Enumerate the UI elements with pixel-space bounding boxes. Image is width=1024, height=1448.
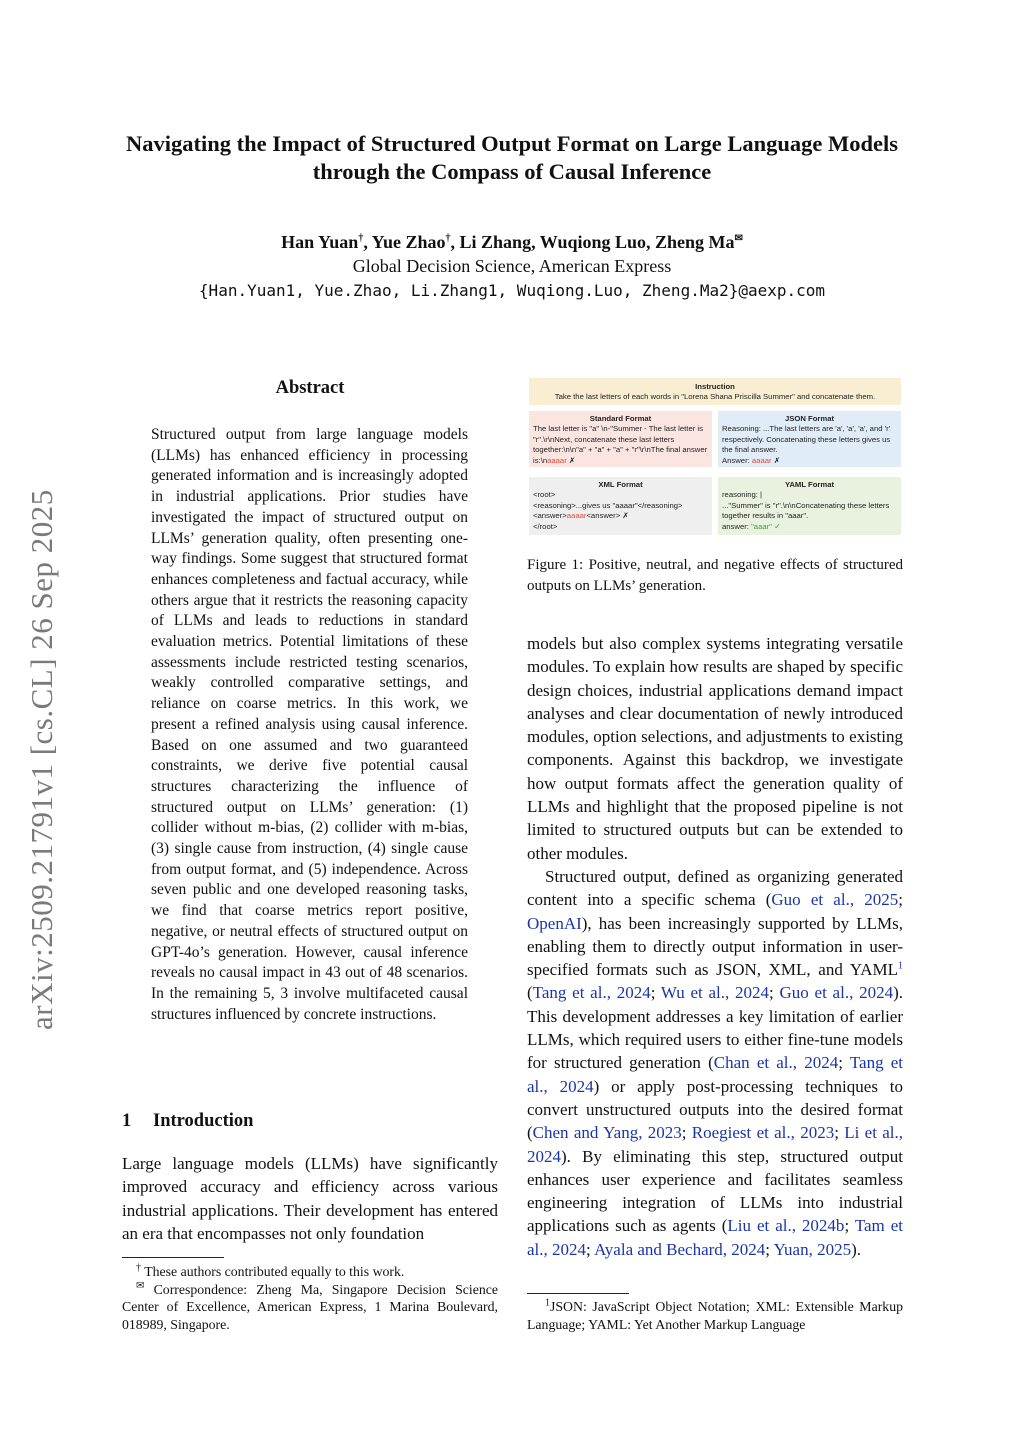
citation-link[interactable]: Yuan, 2025 (773, 1239, 852, 1259)
figure-1 (529, 378, 901, 538)
section-heading (122, 1111, 253, 1132)
author-name: Li Zhang (459, 232, 532, 252)
figure-caption: Figure 1: Positive, neutral, and negative effects of structured outputs on LLMs’ generation. (527, 557, 903, 594)
intro-paragraph: Large language models (LLMs) have significantly improved accuracy and efficiency across various industrial applications. Their development has entered an era that encompasses not only foundation (122, 1154, 498, 1243)
answer-text: aaaar (566, 511, 587, 521)
author-emails: {Han.Yuan1, Yue.Zhao, Li.Zhang1, Wuqiong.Luo, Zheng.Ma2}@aexp.com (198, 281, 826, 300)
affiliation: Global Decision Science, American Express (352, 256, 672, 276)
citation-link[interactable]: OpenAI (527, 913, 582, 933)
instruction-box (529, 378, 901, 405)
author-name: Zheng Ma (655, 232, 735, 252)
check-icon: ✓ (774, 521, 781, 531)
answer-text: "aaar" (751, 521, 772, 531)
citation-link[interactable]: Chen and Yang, 2023 (532, 1123, 682, 1143)
author-list: Han Yuan†, Yue Zhao†, Li Zhang, Wuqiong Luo, Zheng Ma✉ (281, 232, 743, 252)
dagger-mark: † (136, 1262, 141, 1274)
cross-icon: ✗ (568, 455, 576, 465)
abstract-text: Structured output from large language models (LLMs) has enhanced efficiency in processing generated information and is increasingly adopted in industrial applications. Prior studies have investigated the impact of structured output on LLMs’ generation quality, often presenting one-way findings. Some suggest that structured format enhances completeness and factual accuracy, while others argue that it restricts the reasoning capacity of LLMs and leads to reductions in standard evaluation metrics. Potential limitations of these assessments include restricted testing scenarios, weakly controlled comparative settings, and reliance on coarse metrics. In this work, we present a refined analysis using causal inference. Based on one assumed and two guaranteed constraints, we derive five potential causal structures characterizing the influence of structured output on LLMs’ generation: (1) collider without m-bias, (2) collider with m-bias, (3) single cause from instruction, (4) single cause from output format, and (5) independence. Across seven public and one developed reasoning tasks, we find that coarse metrics report positive, negative, or neutral effects of structured output on GPT-4o’s generation. However, causal inference reveals no causal impact in 43 out of 48 scenarios. In the remaining 5, 3 involve multifaceted causal structures influenced by concrete instructions. (151, 426, 468, 1023)
box-text: The last letter is "a" \n-"Summer - The last letter is "r".\r\nNext, concatenate these last letters together:\n\n"a" + "a" + "a" + "r"\r\nThe final answer is:\n (533, 424, 708, 465)
cross-icon: ✗ (622, 511, 629, 521)
envelope-icon: ✉ (734, 233, 743, 244)
citation-link[interactable]: Ayala and Bechard, 2024 (594, 1239, 766, 1259)
citation-link[interactable]: Guo et al., 2024 (779, 983, 894, 1003)
footnote-number: 1 (545, 1297, 550, 1309)
box-text: Reasoning: ...The last letters are 'a', 'a', 'a', and 'r' respectively. Concatenating these letters gives us the final answer. (722, 424, 891, 455)
instruction-heading: Instruction (695, 382, 735, 391)
yaml-format-box: YAML Format reasoning: | ..."Summer" is "r".\n\nConcatenating these letters together results in "aaar". answer: "aaar" ✓ (718, 477, 901, 535)
citation-link[interactable]: Tang et al., 2024 (532, 983, 651, 1003)
paper-title: Navigating the Impact of Structured Output Format on Large Language Models through the Compass of Causal Inference (125, 131, 899, 184)
box-heading: Standard Format (589, 414, 652, 423)
abstract-heading: Abstract (275, 378, 345, 398)
citation-link[interactable]: Tang et al., 2024 (527, 1053, 904, 1096)
box-heading: XML Format (598, 480, 643, 489)
author-name: Yue Zhao (371, 232, 446, 252)
xml-format-box: XML Format <root> <reasoning>...gives us "aaaar"</reasoning> <answer>aaaar<answer> ✗ </root> (529, 477, 712, 535)
author-mark: † (358, 233, 364, 244)
intro-paragraph: models but also complex systems integrating versatile modules. To explain how results are shaped by specific design choices, industrial applications demand impact analyses and clear documentation of newly introduced modules, option selections, and adjustments to existing components. Against this backdrop, we investigate how output formats affect the generation quality of LLMs and highlight that the proposed pipeline is not limited to structured outputs but can be extended to other modules. (527, 634, 903, 863)
footnote: ✉ Correspondence: Zheng Ma, Singapore Decision Science Center of Excellence, American Express, 1 Marina Boulevard, 018989, Singapore. (122, 1279, 499, 1332)
footnote: † These authors contributed equally to this work. (136, 1262, 405, 1279)
citation-link[interactable]: Chan et al., 2024 (713, 1053, 839, 1073)
author-name: Wuqiong Luo (539, 232, 646, 252)
standard-format-box (529, 411, 712, 467)
author-mark: † (445, 233, 451, 244)
intro-right-column (527, 632, 903, 1261)
envelope-icon: ✉ (136, 1279, 145, 1291)
footnote: $^1$JSON: JavaScript Object Notation; XML: Extensible Markup Language; YAML: Yet Another Markup Language (527, 1297, 903, 1332)
cross-icon: ✗ (773, 455, 781, 465)
arxiv-stamp: arXiv:2509.21791v1 [cs.CL] 26 Sep 2025 (24, 489, 59, 1030)
citation-link[interactable]: Wu et al., 2024 (660, 983, 770, 1003)
footnote-rule (122, 1257, 224, 1258)
json-format-box: JSON Format Reasoning: ...The last letters are 'a', 'a', 'a', and 'r' respectively. Concatenating these letters gives us the final answer. Answer: aaaar ✗ (718, 411, 901, 467)
instruction-text: Take the last letters of each words in "Lorena Shana Priscilla Summer" and concatenate them. (554, 392, 876, 402)
citation-link[interactable]: Guo et al., 2025 (771, 890, 899, 910)
section-number: 1 (122, 1111, 132, 1131)
citation-link[interactable]: Li et al., 2024 (527, 1123, 903, 1166)
footnotes (122, 1263, 498, 1333)
answer-text: aaaar (547, 455, 567, 465)
citation-link[interactable]: Liu et al., 2024b (727, 1216, 845, 1236)
citation-link[interactable]: Tam et al., 2024 (527, 1216, 904, 1259)
intro-paragraph: Structured output, defined as organizing generated content into a specific schema (Guo et al., 2025; OpenAI), has been increasingly supported by LLMs, enabling them to directly output information in user-specified formats such as JSON, XML, and YAML$^1$ (Tang et al., 2024; Wu et al., 2024; Guo et al., 2024). This development addresses a key limitation of earlier LLMs, which required users to either fine-tune models for structured generation (Chan et al., 2024; Tang et al., 2024) or apply post-processing techniques to convert unstructured outputs into the desired format (Chen and Yang, 2023; Roegiest et al., 2023; Li et al., 2024). By eliminating this step, structured output enhances user experience and facilitates seamless engineering integration of LLMs into industrial applications such as agents (Liu et al., 2024b; Tam et al., 2024; Ayala and Bechard, 2024; Yuan, 2025). (527, 866, 904, 1259)
footnote-rule (527, 1293, 629, 1294)
citation-link[interactable]: Roegiest et al., 2023 (691, 1123, 835, 1143)
author-name: Han Yuan (281, 232, 359, 252)
footnote-ref[interactable]: 1 (898, 960, 903, 972)
box-heading: JSON Format (784, 414, 835, 423)
section-title: Introduction (153, 1111, 254, 1131)
answer-text: aaaar (751, 455, 772, 465)
box-heading: YAML Format (784, 480, 835, 489)
